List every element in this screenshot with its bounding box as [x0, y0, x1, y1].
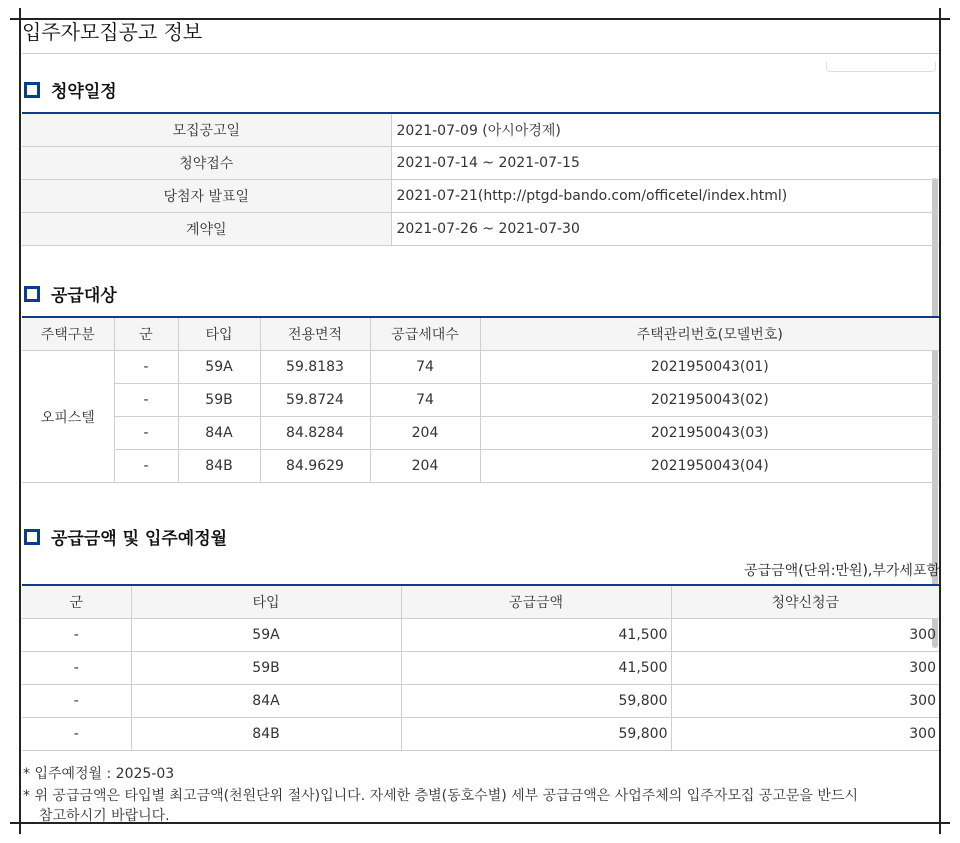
section-header-schedule: [24, 77, 117, 102]
schedule-label: 청약접수: [22, 147, 391, 180]
schedule-label: 계약일: [22, 213, 391, 246]
deposit-cell: 300: [671, 685, 939, 718]
units-cell: 204: [370, 417, 480, 450]
footnote: * 입주예정월 : 2025-03: [23, 766, 175, 782]
code-cell: 2021950043(01): [480, 351, 939, 384]
frame-right-border: [939, 8, 941, 834]
group-cell: -: [114, 351, 178, 384]
type-cell: 59B: [131, 652, 401, 685]
section-title: 공급대상: [51, 286, 117, 306]
frame-left-border: [19, 8, 21, 834]
table-row: [22, 450, 939, 483]
price-table: [22, 584, 939, 751]
section-title: 공급금액 및 입주예정월: [51, 529, 228, 549]
group-cell: -: [22, 685, 131, 718]
group-cell: -: [22, 619, 131, 652]
area-cell: 59.8724: [260, 384, 370, 417]
table-row: [22, 384, 939, 417]
table-row: [22, 147, 939, 180]
table-row: [22, 718, 939, 751]
code-cell: 2021950043(03): [480, 417, 939, 450]
type-cell: 84B: [131, 718, 401, 751]
area-cell: 84.9629: [260, 450, 370, 483]
type-cell: 84B: [178, 450, 260, 483]
price-cell: 41,500: [401, 652, 671, 685]
column-header: 군: [22, 585, 131, 619]
section-header-supply: [24, 281, 117, 306]
group-cell: -: [114, 450, 178, 483]
schedule-value: 2021-07-09 (아시아경제): [391, 113, 939, 147]
deposit-cell: 300: [671, 652, 939, 685]
column-header: 타입: [178, 317, 260, 351]
type-cell: 59A: [178, 351, 260, 384]
schedule-label: 당첨자 발표일: [22, 180, 391, 213]
column-header: 청약신청금: [671, 585, 939, 619]
column-header: 공급금액: [401, 585, 671, 619]
table-header-row: [22, 317, 939, 351]
price-cell: 59,800: [401, 685, 671, 718]
code-cell: 2021950043(04): [480, 450, 939, 483]
table-row: [22, 619, 939, 652]
table-row: [22, 213, 939, 246]
table-header-row: [22, 585, 939, 619]
units-cell: 74: [370, 351, 480, 384]
column-header: 전용면적: [260, 317, 370, 351]
table-row: [22, 417, 939, 450]
group-cell: -: [114, 417, 178, 450]
footnote: * 위 공급금액은 타입별 최고금액(천원단위 절사)입니다. 자세한 층별(동호수별) 세부 공급금액은 사업주체의 입주자모집 공고문을 반드시: [23, 788, 858, 804]
table-row: [22, 180, 939, 213]
schedule-value: 2021-07-26 ~ 2021-07-30: [391, 213, 939, 246]
price-cell: 59,800: [401, 718, 671, 751]
group-cell: -: [114, 384, 178, 417]
column-header: 주택관리번호(모델번호): [480, 317, 939, 351]
housing-type-cell: 오피스텔: [22, 351, 114, 483]
schedule-label: 모집공고일: [22, 113, 391, 147]
table-row: [22, 351, 939, 384]
group-cell: -: [22, 652, 131, 685]
type-cell: 84A: [131, 685, 401, 718]
footnote: 참고하시기 바랍니다.: [39, 808, 170, 824]
type-cell: 59A: [131, 619, 401, 652]
column-header: 공급세대수: [370, 317, 480, 351]
units-cell: 204: [370, 450, 480, 483]
schedule-value: 2021-07-14 ~ 2021-07-15: [391, 147, 939, 180]
type-cell: 84A: [178, 417, 260, 450]
price-unit-note: 공급금액(단위:만원),부가세포함: [744, 563, 940, 579]
deposit-cell: 300: [671, 619, 939, 652]
schedule-value: 2021-07-21(http://ptgd-bando.com/officetel/index.html): [391, 180, 939, 213]
table-row: [22, 685, 939, 718]
square-bullet-icon: [24, 82, 40, 98]
area-cell: 84.8284: [260, 417, 370, 450]
supply-table: [22, 316, 939, 483]
square-bullet-icon: [24, 286, 40, 302]
schedule-table: [22, 112, 939, 246]
section-header-price: [24, 524, 227, 549]
section-title: 청약일정: [51, 82, 117, 102]
column-header: 군: [114, 317, 178, 351]
partial-control-edge: [826, 62, 936, 72]
code-cell: 2021950043(02): [480, 384, 939, 417]
title-divider: [22, 53, 939, 54]
square-bullet-icon: [24, 529, 40, 545]
column-header: 주택구분: [22, 317, 114, 351]
type-cell: 59B: [178, 384, 260, 417]
table-row: [22, 652, 939, 685]
group-cell: -: [22, 718, 131, 751]
price-cell: 41,500: [401, 619, 671, 652]
column-header: 타입: [131, 585, 401, 619]
area-cell: 59.8183: [260, 351, 370, 384]
units-cell: 74: [370, 384, 480, 417]
page-title: 입주자모집공고 정보: [22, 20, 203, 44]
table-row: [22, 113, 939, 147]
deposit-cell: 300: [671, 718, 939, 751]
